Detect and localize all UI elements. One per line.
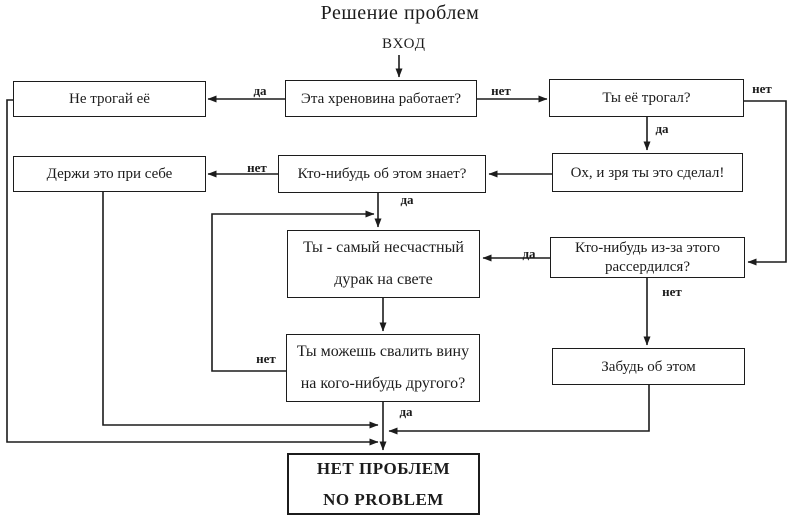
node-label: Держи это при себе xyxy=(46,166,173,182)
page-title: Решение проблем xyxy=(320,2,480,24)
edge-label-yes: да xyxy=(400,192,414,207)
edge-label-yes: да xyxy=(522,246,536,261)
node-label: Кто-нибудь об этом знает? xyxy=(297,166,467,182)
node-label: Забудь об этом xyxy=(601,358,696,375)
node-label-line2: на кого-нибудь другого? xyxy=(300,375,466,392)
edge-label-no: нет xyxy=(247,160,267,175)
node-does-anyone-know xyxy=(278,155,486,193)
node-no-problem xyxy=(287,453,480,515)
node-label-line2: NO PROBLEM xyxy=(323,489,444,509)
entry-label: ВХОД xyxy=(381,36,427,52)
node-unlucky-fool xyxy=(287,230,480,298)
node-dont-touch-it xyxy=(13,81,206,117)
edge-label-no: нет xyxy=(752,81,772,96)
edge-label-yes: да xyxy=(655,121,669,136)
node-label-line1: НЕТ ПРОБЛЕМ xyxy=(316,458,451,478)
node-label-line1: Ты - самый несчастный xyxy=(303,239,464,256)
node-blame-someone xyxy=(286,334,480,402)
node-you-shouldnt-have xyxy=(552,153,743,192)
node-did-anyone-get-angry xyxy=(550,237,745,278)
node-label: Эта хреновина работает? xyxy=(300,90,462,107)
node-label: Не трогай её xyxy=(69,91,150,107)
edge-label-yes: да xyxy=(253,83,267,98)
node-label: Ох, и зря ты это сделал! xyxy=(570,164,725,181)
node-label: Ты её трогал? xyxy=(602,90,691,106)
node-label-line2: дурак на свете xyxy=(334,271,433,288)
edge-did-you-touch-to-did-anyone-get-angry xyxy=(744,101,786,262)
node-does-it-work xyxy=(285,80,477,117)
node-label-line1: Кто-нибудь из-за этого xyxy=(574,239,721,256)
edge-label-no: нет xyxy=(256,351,276,366)
node-did-you-touch-it xyxy=(549,79,744,117)
node-forget-it xyxy=(552,348,745,385)
node-keep-quiet xyxy=(13,156,206,192)
edge-label-no: нет xyxy=(491,83,511,98)
edge-label-no: нет xyxy=(662,284,682,299)
edge-label-yes: да xyxy=(399,404,413,419)
node-label-line2: рассердился? xyxy=(605,258,690,275)
node-label-line1: Ты можешь свалить вину xyxy=(296,343,470,360)
